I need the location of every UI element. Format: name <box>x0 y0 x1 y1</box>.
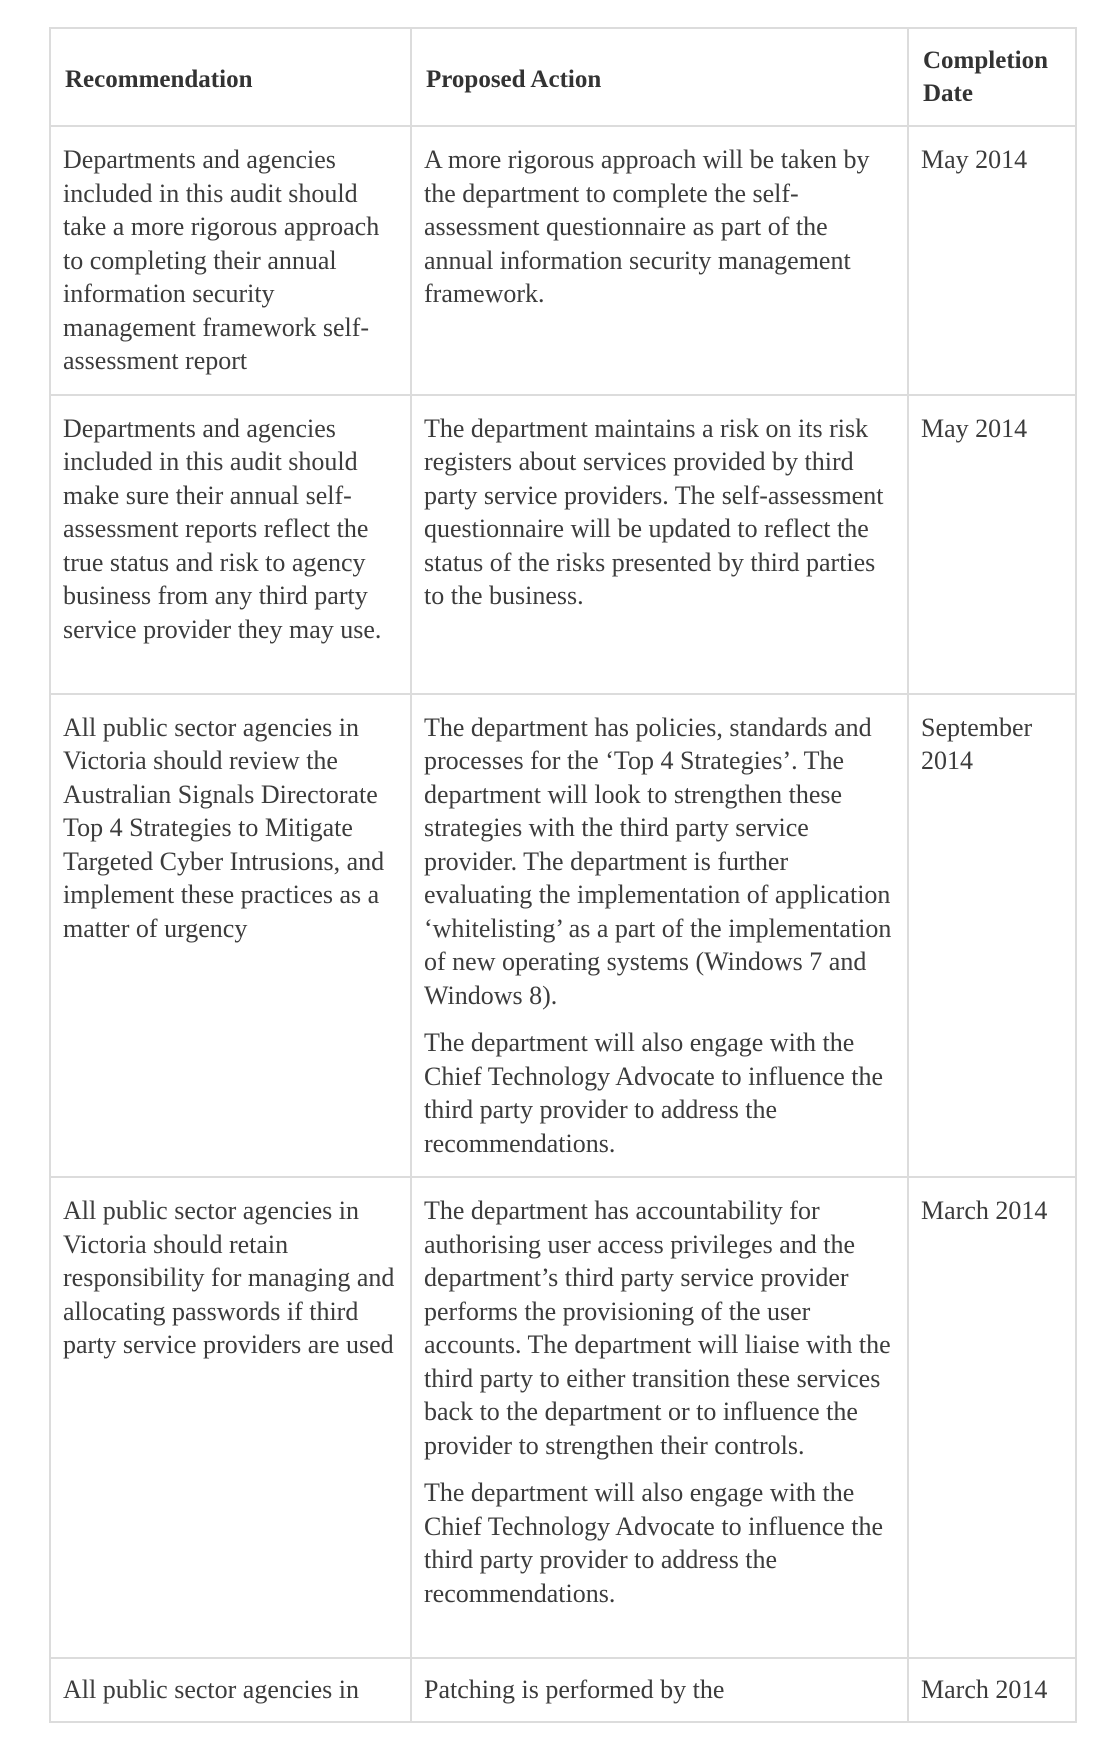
header-recommendation: Recommendation <box>50 28 411 126</box>
header-completion-date: Completion Date <box>908 28 1076 126</box>
header-proposed-action: Proposed Action <box>411 28 908 126</box>
recommendation-cell <box>50 694 411 1178</box>
proposed-action-cell <box>411 1658 908 1722</box>
action-paragraph: The department will also engage with the Chief Technology Advocate to influence the third party provider to address the recommendations. <box>424 1028 884 1158</box>
action-paragraph: The department maintains a risk on its risk registers about services provided by third party service providers. The self-assessment questionnaire will be updated to reflect the status of the risks presented by third parties to the business. <box>424 413 884 610</box>
action-paragraph: Patching is performed by the <box>424 1675 725 1704</box>
completion-date-cell <box>908 1658 1076 1722</box>
proposed-action-cell <box>411 126 908 395</box>
recommendation-text: All public sector agencies in Victoria should retain responsibility for managing and allocating passwords if third party service providers are used <box>63 1196 395 1359</box>
table-row <box>50 1658 1076 1722</box>
table-row <box>50 1177 1076 1658</box>
completion-date: March 2014 <box>921 1675 1048 1704</box>
table-row <box>50 395 1076 694</box>
table-header-row <box>50 28 1076 126</box>
completion-date-cell <box>908 126 1076 395</box>
recommendation-cell <box>50 1658 411 1722</box>
recommendation-cell <box>50 126 411 395</box>
proposed-action-cell <box>411 1177 908 1658</box>
action-paragraph: A more rigorous approach will be taken by the department to complete the self-assessment questionnaire as part of the annual information security management framework. <box>424 145 870 308</box>
completion-date-cell <box>908 395 1076 694</box>
recommendation-cell <box>50 395 411 694</box>
completion-date-cell <box>908 1177 1076 1658</box>
recommendation-text: Departments and agencies included in this audit should take a more rigorous approach to completing their annual information security management framework self-assessment report <box>63 145 380 375</box>
table-row <box>50 694 1076 1178</box>
proposed-action-cell <box>411 395 908 694</box>
completion-date: September 2014 <box>921 712 1033 775</box>
recommendation-text: All public sector agencies in <box>63 1675 360 1704</box>
action-paragraph: The department will also engage with the Chief Technology Advocate to influence the third party provider to address the recommendations. <box>424 1478 884 1608</box>
action-paragraph: The department has policies, standards and processes for the ‘Top 4 Strategies’. The department will look to strengthen these strategies with the third party service provider. The department is further evaluating the implementation of application ‘whitelisting’ as a part of the implementation of new operating systems (Windows 7 and Windows 8). <box>424 712 892 1010</box>
action-paragraph: The department has accountability for authorising user access privileges and the department’s third party service provider performs the provisioning of the user accounts. The department will liaise with the third party to either transition these services back to the department or to influence the provider to strengthen their controls. <box>424 1196 891 1460</box>
completion-date: March 2014 <box>921 1196 1048 1225</box>
recommendation-text: All public sector agencies in Victoria should review the Australian Signals Directorate Top 4 Strategies to Mitigate Targeted Cyber Intrusions, and implement these practices as a matter of urgency <box>63 712 385 943</box>
recommendation-text: Departments and agencies included in this audit should make sure their annual self-assessment reports reflect the true status and risk to agency business from any third party service provider they may use. <box>63 413 382 644</box>
table-row <box>50 126 1076 395</box>
recommendations-table <box>49 27 1077 1723</box>
completion-date: May 2014 <box>921 145 1028 174</box>
completion-date: May 2014 <box>921 413 1028 443</box>
completion-date-cell <box>908 694 1076 1178</box>
recommendation-cell <box>50 1177 411 1658</box>
proposed-action-cell <box>411 694 908 1178</box>
